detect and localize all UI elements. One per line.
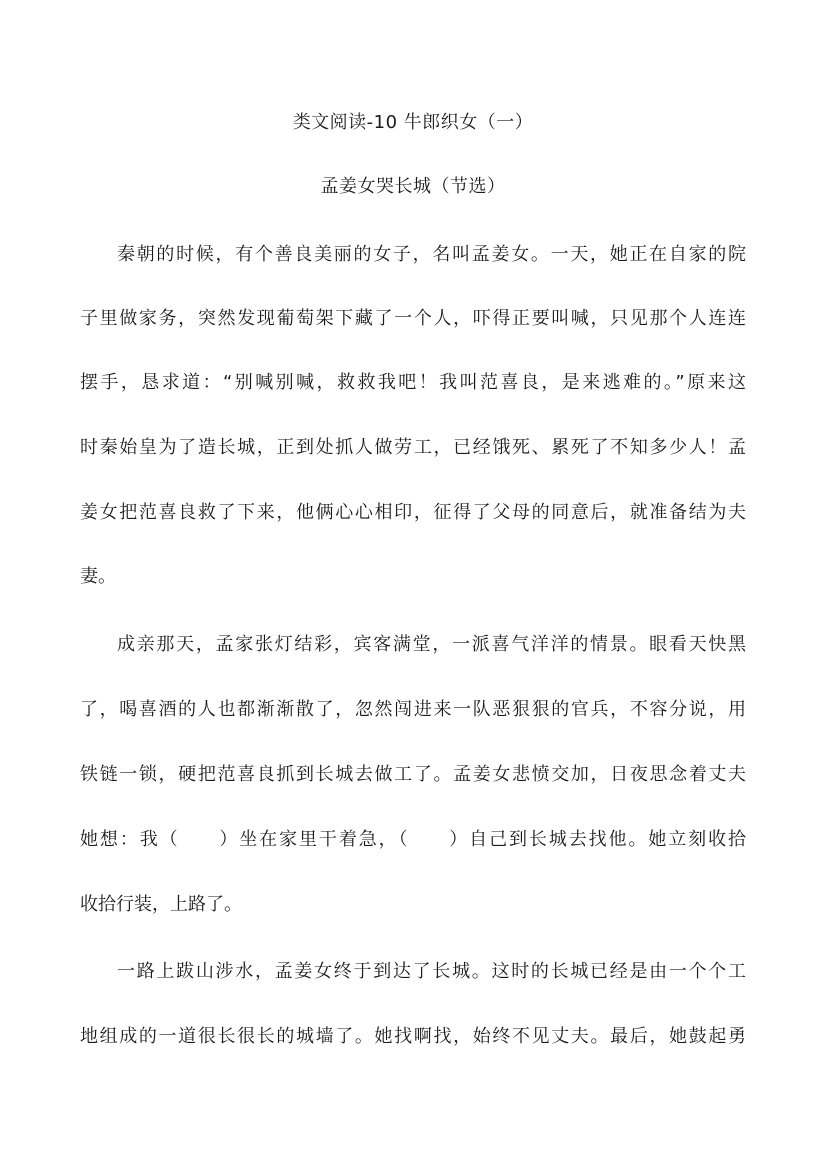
paragraph-line: 秦朝的时候，有个善良美丽的女子，名叫孟姜女。一天，她正在自家的院 bbox=[117, 244, 746, 265]
paragraph-line: 子里做家务，突然发现葡萄架下藏了一个人，吓得正要叫喊，只见那个人连连 bbox=[80, 308, 746, 329]
paragraph-line: 收拾行装，上路了。 bbox=[80, 894, 242, 915]
paragraph-line: 一路上跋山涉水，孟姜女终于到达了长城。这时的长城已经是由一个个工 bbox=[117, 961, 746, 982]
paragraph-line: 她想：我（ ）坐在家里干着急，（ ）自己到长城去找他。她立刻收拾 bbox=[80, 829, 746, 850]
paragraph-line: 时秦始皇为了造长城，正到处抓人做劳工，已经饿死、累死了不知多少人！孟 bbox=[80, 437, 746, 458]
paragraph-line: 摆手，恳求道：“别喊别喊，救救我吧！我叫范喜良，是来逃难的。”原来这 bbox=[80, 372, 746, 393]
document-title: 类文阅读-10 牛郎织女（一） bbox=[292, 112, 534, 133]
document-subtitle: 孟姜女哭长城（节选） bbox=[320, 176, 506, 197]
paragraph-line: 铁链一锁，硬把范喜良抓到长城去做工了。孟姜女悲愤交加，日夜思念着丈夫 bbox=[80, 764, 746, 785]
paragraph-line: 了，喝喜酒的人也都渐渐散了，忽然闯进来一队恶狠狠的官兵，不容分说，用 bbox=[80, 699, 746, 720]
paragraph-line: 成亲那天，孟家张灯结彩，宾客满堂，一派喜气洋洋的情景。眼看天快黑 bbox=[117, 634, 746, 655]
paragraph-line: 妻。 bbox=[80, 566, 116, 587]
paragraph-line: 姜女把范喜良救了下来，他俩心心相印，征得了父母的同意后，就准备结为夫 bbox=[80, 502, 746, 523]
paragraph-line: 地组成的一道很长很长的城墙了。她找啊找，始终不见丈夫。最后，她鼓起勇 bbox=[80, 1026, 746, 1047]
